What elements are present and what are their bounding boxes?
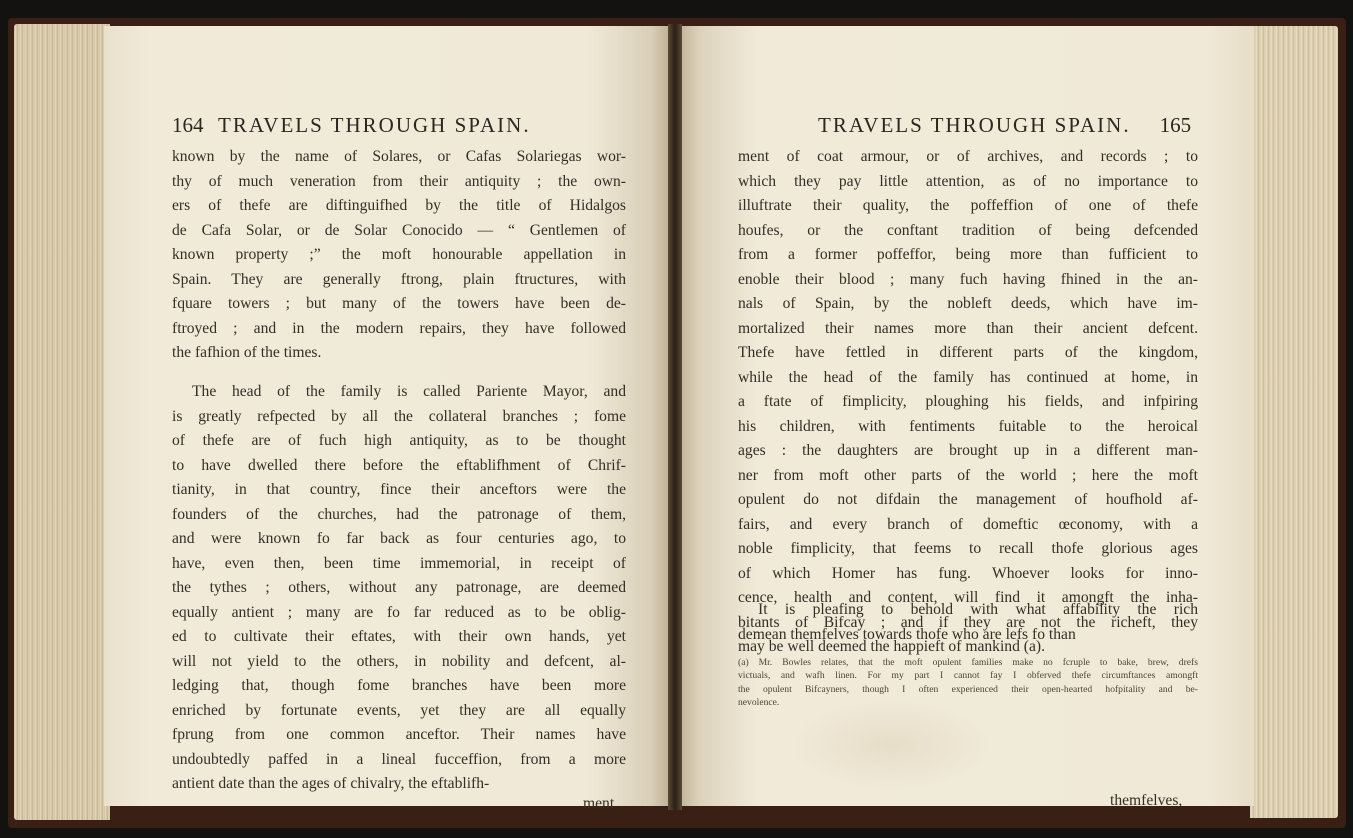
text-line: de Cafa Solar, or de Solar Conocido — “ Gentlemen of [172,221,626,239]
text-line: fquare towers ; but many of the towers have been de- [172,295,626,312]
text-line: thy of much veneration from their antiquity ; the own- [172,172,626,190]
right-footnote [738,656,1198,710]
left-catchword: ment [583,795,615,812]
text-line: founders of the churches, had the patronage of them, [172,505,626,523]
text-line: of thefe are of fuch high antiquity, as to be thought [172,432,626,449]
left-page-number: 164 [172,113,204,137]
left-running-head [172,113,531,138]
text-line: ers of thefe are diftinguifhed by the title of Hidalgos [172,197,626,214]
text-line: ner from moft other parts of the world ; here the moft [738,466,1198,484]
text-line: fprung from one common anceftor. Their names have [172,726,626,743]
left-paragraph-2 [172,380,626,797]
book-gutter [668,24,682,810]
text-line: demean themfelves towards thofe who are lefs fo than [738,625,1076,643]
text-line: and were known fo far back as four centuries ago, to [172,530,626,547]
text-line: may be well deemed the happieft of mankind (a). [738,638,1045,655]
right-catchword: themfelves, [1110,792,1183,809]
text-line: undoubtedly paffed in a lineal fucceffion, from a more [172,750,626,768]
text-line: from a former poffeffor, being more than fufficient to [738,246,1198,263]
left-paragraph-1 [172,145,626,366]
text-line: will not yield to the others, in nobility and defcent, al- [172,652,626,670]
text-line: fairs, and every branch of domeftic œconomy, with a [738,515,1198,533]
text-line: nevolence. [738,697,780,709]
text-line: illuftrate their quality, the poffeffion of one of thefe [738,197,1198,214]
text-line: known property ;” the moft honourable appellation in [172,246,626,263]
text-line: ages : the daughters are brought up in a different man- [738,442,1198,459]
text-line: Thefe have fettled in different parts of the kingdom, [738,344,1198,361]
text-line: enriched by fortunate events, yet they are all equally [172,701,626,719]
text-line: the fafhion of the times. [172,344,322,361]
text-line: The head of the family is called Pariente Mayor, and [192,383,626,400]
text-line: which they pay little attention, as of no importance to [738,172,1198,190]
text-line: ledging that, though fome branches have been more [172,677,626,694]
text-line: mortalized their names more than their ancient defcent. [738,319,1198,337]
text-line: equally antient ; many are fo far reduced as to be oblig- [172,603,626,621]
text-line: known by the name of Solares, or Cafas Solariegas wor- [172,148,626,165]
text-line: opulent do not difdain the management of houfhold af- [738,491,1198,508]
text-line: nals of Spain, by the nobleft deeds, which have im- [738,295,1198,312]
text-line: noble fimplicity, that feems to recall thofe glorious ages [738,540,1198,557]
page-edges-right [1250,26,1338,818]
text-line: ed to cultivate their eftates, with their own hands, yet [172,628,626,645]
text-line: to have dwelled there before the eftablifhment of Chrif- [172,456,626,474]
text-line: the opulent Bifcayners, though I often experienced their open-hearted hofpitality and be- [738,683,1198,695]
text-line: ment of coat armour, or of archives, and records ; to [738,148,1198,165]
text-line: enoble their blood ; many fuch having fhined in the an- [738,270,1198,288]
paper-stain [790,700,990,790]
right-paragraph-1 [738,145,1198,660]
right-page-number: 165 [1159,113,1192,137]
text-line: bitants of Bifcay ; and if they are not the richeft, they [738,613,1198,631]
right-head-title: TRAVELS THROUGH SPAIN. [818,113,1131,137]
text-line: tianity, in that country, fince their anceftors were the [172,481,626,498]
left-head-title: TRAVELS THROUGH SPAIN. [218,113,531,137]
right-paragraph-2 [738,598,1198,647]
text-line: while the head of the family has continued at home, in [738,368,1198,386]
text-line: is greatly refpected by all the collateral branches ; fome [172,407,626,425]
page-edges-left [14,24,110,820]
text-line: have, even then, been time immemorial, in receipt of [172,554,626,572]
text-line: (a) Mr. Bowles relates, that the moft opulent families make no fcruple to bake, brew, drefs [738,657,1198,668]
text-line: It is pleafing to behold with what affability the rich [758,601,1198,618]
text-line: cence, health and content, will find it amongft the inha- [738,589,1198,606]
text-line: antient date than the ages of chivalry, the eftablifh- [172,775,490,792]
text-line: a ftate of fimplicity, ploughing his fields, and infpiring [738,393,1198,410]
text-line: ftroyed ; and in the modern repairs, they have followed [172,319,626,337]
text-line: his children, with fentiments fuitable to the heroical [738,417,1198,435]
right-running-head [818,113,1191,138]
text-line: victuals, and wafh linen. For my part I cannot fay I obferved thefe circumftances amongft [738,670,1198,682]
text-line: of which Homer has fung. Whoever looks for inno- [738,564,1198,582]
text-line: the tythes ; others, without any patronage, are deemed [172,579,626,596]
text-line: Spain. They are generally ftrong, plain ftructures, with [172,270,626,288]
text-line: houfes, or the conftant tradition of being defcended [738,221,1198,239]
